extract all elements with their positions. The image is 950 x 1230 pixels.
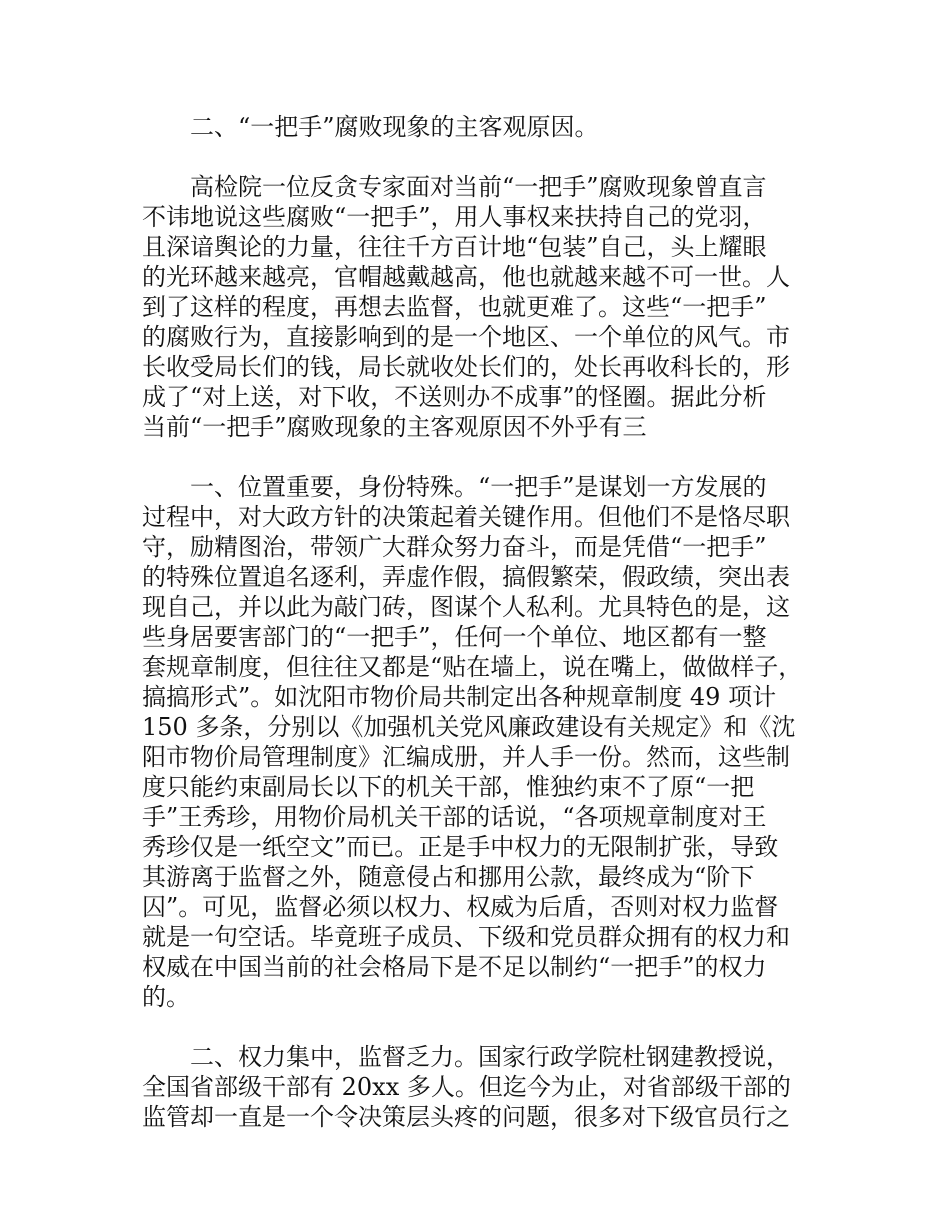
text-line: 成了“对上送，对下收，不送则办不成事”的怪圈。据此分析	[142, 383, 767, 411]
text-line: 些身居要害部门的“一把手”，任何一个单位、地区都有一整	[142, 623, 767, 651]
text-line: 其游离于监督之外，随意侵占和挪用公款，最终成为“阶下	[142, 863, 755, 891]
text-line: 过程中，对大政方针的决策起着关键作用。但他们不是恪尽职	[142, 503, 790, 531]
text-line: 就是一句空话。毕竟班子成员、下级和党员群众拥有的权力和	[142, 923, 790, 951]
text-line: 度只能约束副局长以下的机关干部，惟独约束不了原“一把	[142, 773, 755, 801]
text-line: 囚”。可见，监督必须以权力、权威为后盾，否则对权力监督	[142, 893, 779, 921]
text-line: 搞搞形式”。如沈阳市物价局共制定出各种规章制度 49 项计	[142, 683, 777, 711]
paragraph-spacer	[142, 442, 818, 472]
document-body	[142, 112, 818, 1132]
text-line: 秀珍仅是一纸空文”而已。正是手中权力的无限制扩张，导致	[142, 833, 779, 861]
text-line: 手”王秀珍，用物价局机关干部的话说，“各项规章制度对王	[142, 803, 767, 831]
text-line: 的。	[142, 983, 190, 1011]
section-heading: 二、“一把手”腐败现象的主客观原因。	[142, 113, 599, 141]
text-line: 全国省部级干部有 20xx 多人。但迄今为止，对省部级干部的	[142, 1073, 791, 1101]
text-line: 守，励精图治，带领广大群众努力奋斗，而是凭借“一把手”	[142, 533, 767, 561]
text-line: 当前“一把手”腐败现象的主客观原因不外乎有三	[142, 413, 647, 441]
text-line: 高检院一位反贪专家面对当前“一把手”腐败现象曾直言	[142, 173, 767, 201]
text-line: 套规章制度，但往往又都是“贴在墙上，说在嘴上，做做样子，	[142, 653, 803, 681]
text-line: 长收受局长们的钱，局长就收处长们的，处长再收科长的，形	[142, 353, 790, 381]
text-line: 监管却一直是一个令决策层头疼的问题，很多对下级官员行之	[142, 1103, 790, 1131]
paragraph-point-two	[142, 1042, 818, 1132]
text-line: 且深谙舆论的力量，往往千方百计地“包装”自己，头上耀眼	[142, 233, 767, 261]
paragraph-point-one	[142, 472, 818, 1012]
text-line: 不讳地说这些腐败“一把手”，用人事权来扶持自己的党羽，	[142, 203, 767, 231]
text-line: 的光环越来越亮，官帽越戴越高，他也就越来越不可一世。人	[142, 263, 790, 291]
paragraph-spacer	[142, 1012, 818, 1042]
paragraph-intro	[142, 172, 818, 442]
text-line: 的特殊位置追名逐利，弄虚作假，搞假繁荣，假政绩，突出表	[142, 563, 790, 591]
text-line: 二、权力集中，监督乏力。国家行政学院杜钢建教授说，	[142, 1043, 790, 1071]
text-line: 的腐败行为，直接影响到的是一个地区、一个单位的风气。市	[142, 323, 790, 351]
text-line: 权威在中国当前的社会格局下是不足以制约“一把手”的权力	[142, 953, 767, 981]
text-line: 现自己，并以此为敲门砖，图谋个人私利。尤具特色的是，这	[142, 593, 790, 621]
text-line: 阳市物价局管理制度》汇编成册，并人手一份。然而，这些制	[142, 743, 790, 771]
paragraph-spacer	[142, 142, 818, 172]
text-line: 一、位置重要，身份特殊。“一把手”是谋划一方发展的	[142, 473, 767, 501]
text-line: 150 多条，分别以《加强机关党风廉政建设有关规定》和《沈	[142, 713, 796, 741]
text-line: 到了这样的程度，再想去监督，也就更难了。这些“一把手”	[142, 293, 767, 321]
